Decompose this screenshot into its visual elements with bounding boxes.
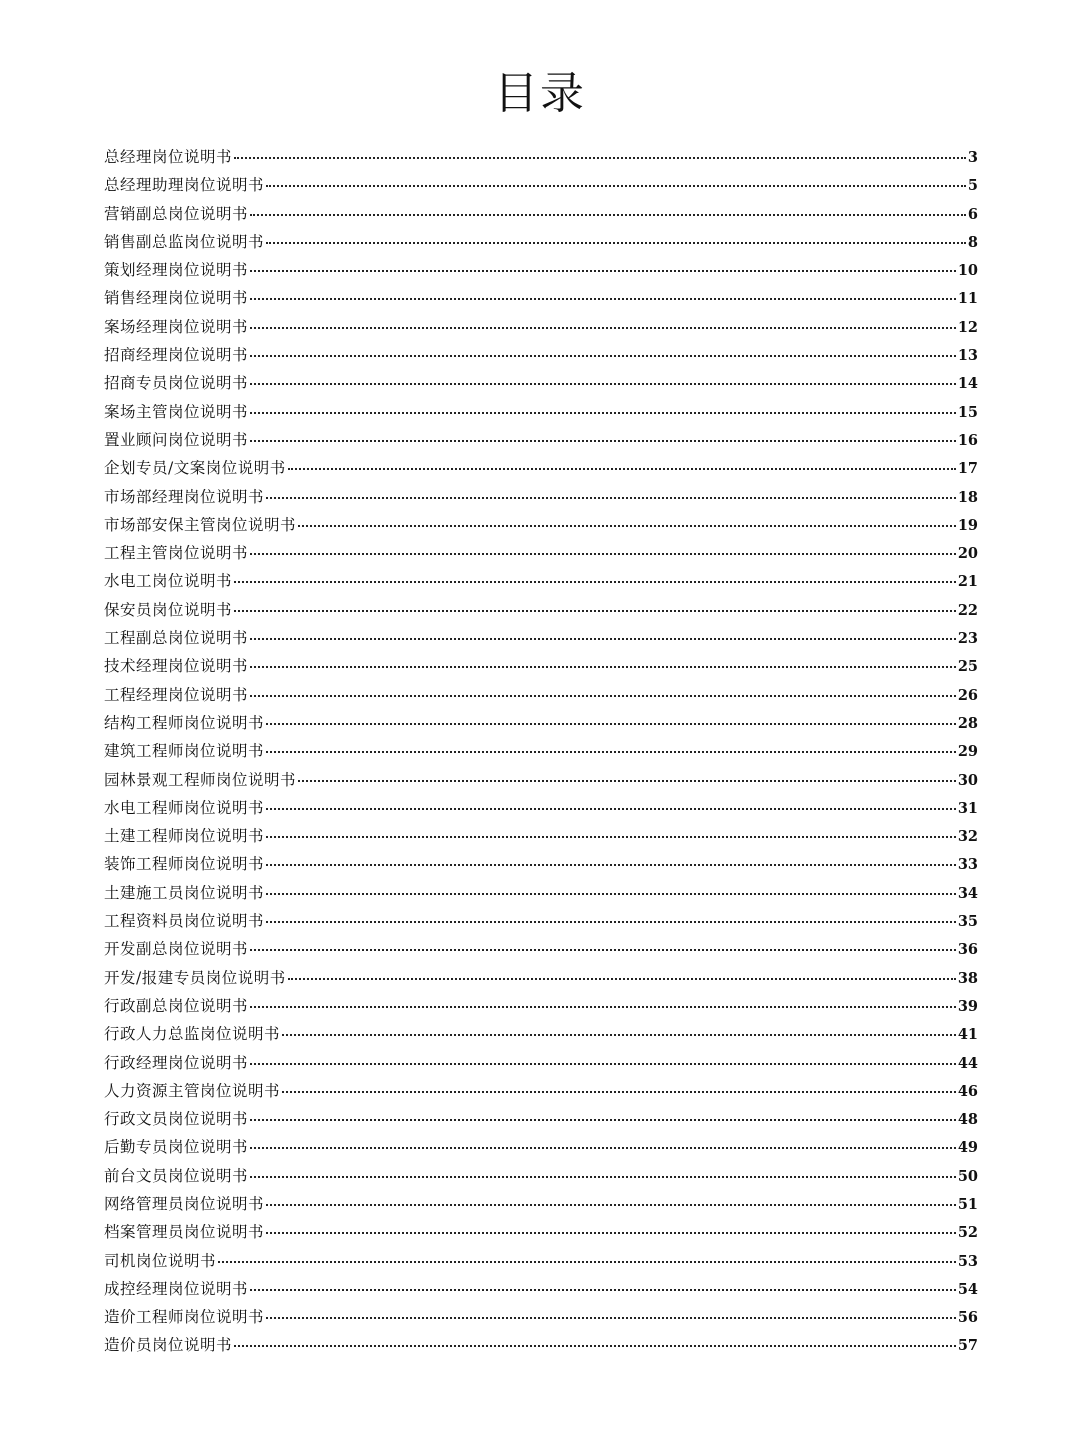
dot-leader xyxy=(250,213,966,216)
toc-entry-page-number: 16 xyxy=(957,431,978,449)
toc-entry-label: 招商专员岗位说明书 xyxy=(104,374,249,393)
toc-entry-page-number: 22 xyxy=(957,601,978,619)
toc-entry[interactable] xyxy=(104,850,978,878)
toc-entry[interactable] xyxy=(104,1275,978,1303)
toc-entry-label: 行政人力总监岗位说明书 xyxy=(104,1025,281,1044)
toc-entry-label: 工程经理岗位说明书 xyxy=(104,685,249,704)
toc-entry[interactable] xyxy=(104,483,978,511)
toc-entry[interactable] xyxy=(104,426,978,454)
toc-entry-page-number: 5 xyxy=(967,177,978,195)
dot-leader xyxy=(250,297,956,300)
toc-entry[interactable] xyxy=(104,1303,978,1331)
toc-entry-page-number: 32 xyxy=(957,828,978,846)
dot-leader xyxy=(266,496,956,499)
dot-leader xyxy=(282,1090,956,1093)
dot-leader xyxy=(298,524,956,527)
toc-entry-page-number: 12 xyxy=(957,318,978,336)
dot-leader xyxy=(266,807,956,810)
dot-leader xyxy=(288,977,956,980)
toc-entry[interactable] xyxy=(104,228,978,256)
dot-leader xyxy=(298,779,956,782)
toc-entry-label: 技术经理岗位说明书 xyxy=(104,657,249,676)
toc-entry[interactable] xyxy=(104,681,978,709)
toc-entry-label: 招商经理岗位说明书 xyxy=(104,346,249,365)
dot-leader xyxy=(288,467,956,470)
toc-entry-label: 销售副总监岗位说明书 xyxy=(104,232,265,251)
toc-entry[interactable] xyxy=(104,1247,978,1275)
toc-entry-label: 造价员岗位说明书 xyxy=(104,1336,233,1355)
dot-leader xyxy=(250,1062,956,1065)
dot-leader xyxy=(250,1146,956,1149)
toc-entry-page-number: 54 xyxy=(957,1280,978,1298)
toc-entry-label: 土建工程师岗位说明书 xyxy=(104,827,265,846)
toc-entry-label: 案场主管岗位说明书 xyxy=(104,402,249,421)
toc-entry-page-number: 38 xyxy=(957,969,978,987)
dot-leader xyxy=(250,439,956,442)
toc-entry-page-number: 46 xyxy=(957,1082,978,1100)
dot-leader xyxy=(266,835,956,838)
toc-entry-label: 总经理岗位说明书 xyxy=(104,148,233,166)
toc-entry-label: 开发/报建专员岗位说明书 xyxy=(104,968,286,987)
toc-entry[interactable] xyxy=(104,341,978,369)
toc-entry-label: 水电工程师岗位说明书 xyxy=(104,798,265,817)
table-of-contents xyxy=(104,143,978,1360)
toc-entry-page-number: 19 xyxy=(957,516,978,534)
toc-entry[interactable] xyxy=(104,1162,978,1190)
toc-entry[interactable] xyxy=(104,879,978,907)
toc-entry-page-number: 48 xyxy=(957,1111,978,1129)
toc-entry-label: 案场经理岗位说明书 xyxy=(104,317,249,336)
toc-entry-page-number: 25 xyxy=(957,658,978,676)
toc-entry[interactable] xyxy=(104,1331,978,1359)
toc-entry-page-number: 44 xyxy=(957,1054,978,1072)
toc-entry-label: 园林景观工程师岗位说明书 xyxy=(104,770,297,789)
toc-entry-page-number: 50 xyxy=(957,1167,978,1185)
toc-entry-label: 保安员岗位说明书 xyxy=(104,600,233,619)
dot-leader xyxy=(250,1175,956,1178)
toc-entry-label: 总经理助理岗位说明书 xyxy=(104,176,265,195)
dot-leader xyxy=(266,184,966,187)
dot-leader xyxy=(266,920,956,923)
toc-entry[interactable] xyxy=(104,256,978,284)
toc-entry-label: 网络管理员岗位说明书 xyxy=(104,1194,265,1213)
toc-entry-label: 市场部经理岗位说明书 xyxy=(104,487,265,506)
dot-leader xyxy=(250,382,956,385)
toc-entry-page-number: 8 xyxy=(967,233,978,251)
dot-leader xyxy=(234,609,956,612)
toc-entry-page-number: 18 xyxy=(957,488,978,506)
dot-leader xyxy=(266,1316,956,1319)
toc-entry[interactable] xyxy=(104,511,978,539)
toc-entry[interactable] xyxy=(104,1133,978,1161)
toc-entry[interactable] xyxy=(104,907,978,935)
toc-entry-label: 开发副总岗位说明书 xyxy=(104,940,249,959)
dot-leader xyxy=(234,1344,956,1347)
toc-entry-page-number: 21 xyxy=(957,573,978,591)
dot-leader xyxy=(250,948,956,951)
toc-entry-label: 结构工程师岗位说明书 xyxy=(104,713,265,732)
dot-leader xyxy=(282,1033,956,1036)
toc-entry[interactable] xyxy=(104,398,978,426)
toc-entry[interactable] xyxy=(104,1049,978,1077)
dot-leader xyxy=(234,580,956,583)
dot-leader xyxy=(250,1005,956,1008)
dot-leader xyxy=(250,665,956,668)
toc-entry-label: 工程副总岗位说明书 xyxy=(104,629,249,648)
toc-entry-page-number: 30 xyxy=(957,771,978,789)
toc-entry-page-number: 29 xyxy=(957,743,978,761)
toc-entry-page-number: 57 xyxy=(957,1337,978,1355)
toc-entry-page-number: 14 xyxy=(957,375,978,393)
toc-entry[interactable] xyxy=(104,567,978,595)
toc-entry-page-number: 51 xyxy=(957,1195,978,1213)
dot-leader xyxy=(250,552,956,555)
toc-entry-label: 工程资料员岗位说明书 xyxy=(104,912,265,931)
toc-entry-page-number: 17 xyxy=(957,460,978,478)
toc-entry-page-number: 11 xyxy=(957,290,978,308)
toc-entry-page-number: 35 xyxy=(957,913,978,931)
dot-leader xyxy=(266,750,956,753)
toc-entry-label: 行政经理岗位说明书 xyxy=(104,1053,249,1072)
toc-entry[interactable] xyxy=(104,1020,978,1048)
toc-entry[interactable] xyxy=(104,709,978,737)
dot-leader xyxy=(250,694,956,697)
dot-leader xyxy=(250,411,956,414)
toc-entry-label: 销售经理岗位说明书 xyxy=(104,289,249,308)
toc-entry-label: 人力资源主管岗位说明书 xyxy=(104,1081,281,1100)
toc-entry-page-number: 15 xyxy=(957,403,978,421)
toc-entry-page-number: 33 xyxy=(957,856,978,874)
toc-entry-label: 行政副总岗位说明书 xyxy=(104,996,249,1015)
toc-entry-page-number: 23 xyxy=(957,630,978,648)
toc-entry-label: 策划经理岗位说明书 xyxy=(104,261,249,280)
toc-entry-label: 建筑工程师岗位说明书 xyxy=(104,742,265,761)
toc-entry-page-number: 34 xyxy=(957,884,978,902)
dot-leader xyxy=(250,1118,956,1121)
toc-entry-label: 土建施工员岗位说明书 xyxy=(104,883,265,902)
toc-entry-page-number: 36 xyxy=(957,941,978,959)
toc-entry-page-number: 3 xyxy=(967,149,978,166)
toc-entry[interactable] xyxy=(104,1105,978,1133)
toc-entry[interactable] xyxy=(104,624,978,652)
toc-entry-page-number: 28 xyxy=(957,714,978,732)
toc-entry[interactable] xyxy=(104,737,978,765)
toc-entry-page-number: 49 xyxy=(957,1139,978,1157)
toc-entry[interactable] xyxy=(104,596,978,624)
toc-entry-page-number: 52 xyxy=(957,1224,978,1242)
page-title: 目录 xyxy=(494,68,586,119)
toc-entry-label: 企划专员/文案岗位说明书 xyxy=(104,459,286,478)
dot-leader xyxy=(234,156,966,159)
toc-entry[interactable] xyxy=(104,539,978,567)
toc-entry-page-number: 39 xyxy=(957,997,978,1015)
toc-entry-label: 司机岗位说明书 xyxy=(104,1251,217,1270)
toc-entry[interactable] xyxy=(104,313,978,341)
toc-entry-page-number: 26 xyxy=(957,686,978,704)
dot-leader xyxy=(250,326,956,329)
toc-entry-label: 造价工程师岗位说明书 xyxy=(104,1308,265,1327)
toc-entry-page-number: 41 xyxy=(957,1026,978,1044)
toc-entry[interactable] xyxy=(104,935,978,963)
toc-entry[interactable] xyxy=(104,964,978,992)
dot-leader xyxy=(266,892,956,895)
dot-leader xyxy=(266,241,966,244)
toc-entry[interactable] xyxy=(104,766,978,794)
toc-entry[interactable] xyxy=(104,200,978,228)
dot-leader xyxy=(250,354,956,357)
toc-entry[interactable] xyxy=(104,1077,978,1105)
dot-leader xyxy=(266,1203,956,1206)
toc-entry-label: 工程主管岗位说明书 xyxy=(104,544,249,563)
toc-entry[interactable] xyxy=(104,1218,978,1246)
toc-entry-page-number: 56 xyxy=(957,1309,978,1327)
toc-entry-page-number: 10 xyxy=(957,262,978,280)
toc-entry[interactable] xyxy=(104,652,978,680)
toc-entry[interactable] xyxy=(104,284,978,312)
dot-leader xyxy=(266,1231,956,1234)
toc-entry-label: 装饰工程师岗位说明书 xyxy=(104,855,265,874)
dot-leader xyxy=(266,863,956,866)
dot-leader xyxy=(250,269,956,272)
toc-entry-label: 前台文员岗位说明书 xyxy=(104,1166,249,1185)
toc-entry-label: 置业顾问岗位说明书 xyxy=(104,430,249,449)
dot-leader xyxy=(250,637,956,640)
toc-entry-label: 档案管理员岗位说明书 xyxy=(104,1223,265,1242)
toc-entry-page-number: 31 xyxy=(957,799,978,817)
toc-entry-page-number: 53 xyxy=(957,1252,978,1270)
dot-leader xyxy=(266,722,956,725)
toc-entry[interactable] xyxy=(104,1190,978,1218)
dot-leader xyxy=(250,1288,956,1291)
toc-entry-label: 成控经理岗位说明书 xyxy=(104,1279,249,1298)
toc-entry[interactable] xyxy=(104,171,978,199)
toc-entry-label: 市场部安保主管岗位说明书 xyxy=(104,515,297,534)
toc-entry[interactable] xyxy=(104,369,978,397)
toc-entry[interactable] xyxy=(104,143,978,171)
toc-entry[interactable] xyxy=(104,454,978,482)
toc-entry-page-number: 13 xyxy=(957,347,978,365)
toc-entry-label: 后勤专员岗位说明书 xyxy=(104,1138,249,1157)
toc-entry-page-number: 6 xyxy=(967,205,978,223)
toc-entry-label: 行政文员岗位说明书 xyxy=(104,1110,249,1129)
toc-entry[interactable] xyxy=(104,794,978,822)
toc-entry-label: 水电工岗位说明书 xyxy=(104,572,233,591)
toc-entry[interactable] xyxy=(104,822,978,850)
toc-entry-page-number: 20 xyxy=(957,545,978,563)
toc-entry-label: 营销副总岗位说明书 xyxy=(104,204,249,223)
toc-entry[interactable] xyxy=(104,992,978,1020)
dot-leader xyxy=(218,1260,956,1263)
